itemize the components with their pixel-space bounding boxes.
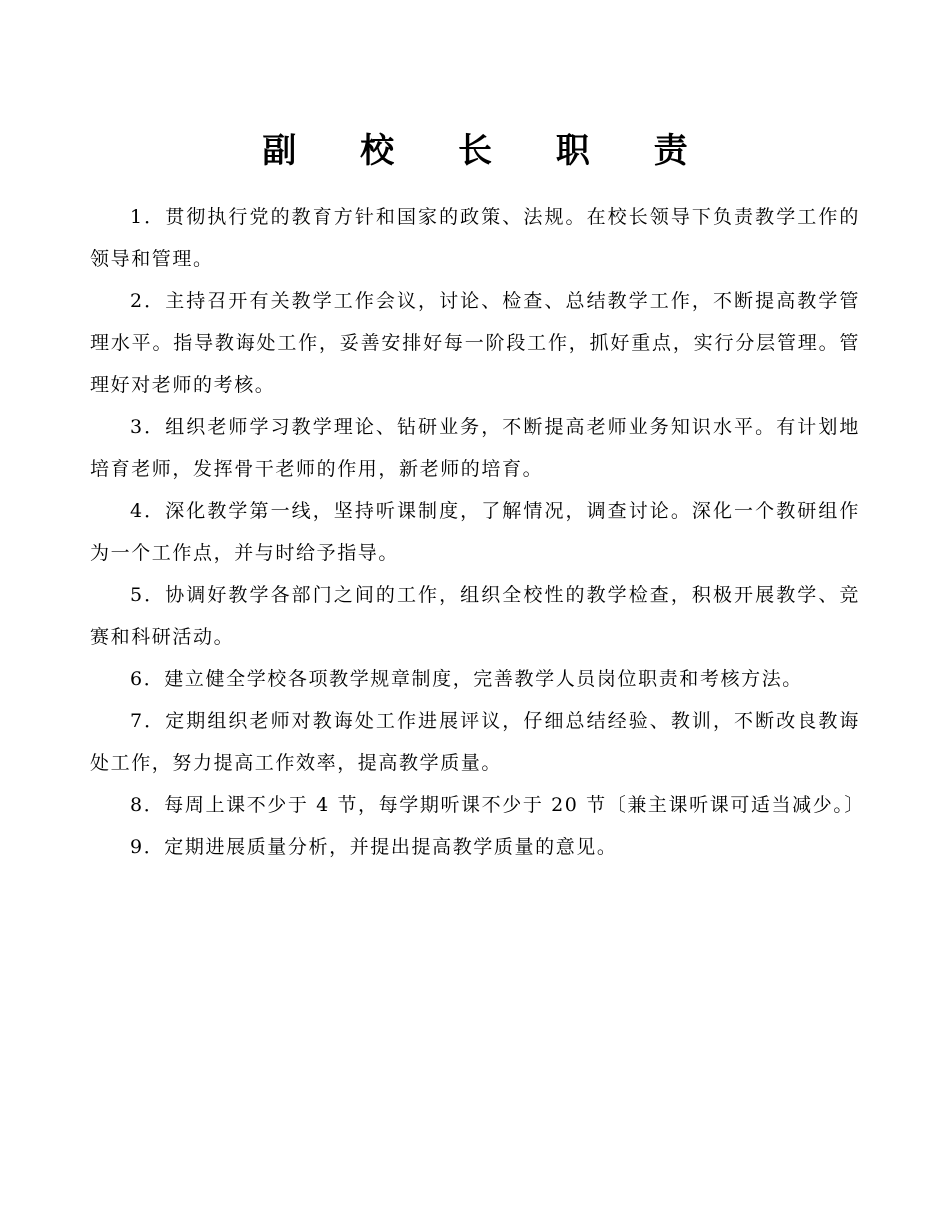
duty-item-8: 8．每周上课不少于 4 节，每学期听课不少于 20 节〔兼主课听课可适当减少。〕 xyxy=(130,794,866,816)
duty-item-4: 4．深化教学第一线，坚持听课制度，了解情况，调查讨论。深化一个教研组作为一个工作点，并与时给予指导。 xyxy=(90,500,860,564)
duty-item-5: 5．协调好教学各部门之间的工作，组织全校性的教学检查，积极开展教学、竞赛和科研活动。 xyxy=(90,584,860,648)
document-title: 副 校 长 职 责 xyxy=(262,131,714,171)
duty-item-9: 9．定期进展质量分析，并提出提高教学质量的意见。 xyxy=(130,836,618,858)
duty-item-7: 7．定期组织老师对教诲处工作进展评议，仔细总结经验、教训，不断改良教诲处工作，努力提高工作效率，提高教学质量。 xyxy=(90,710,860,774)
duty-item-1: 1．贯彻执行党的教育方针和国家的政策、法规。在校长领导下负责教学工作的领导和管理。 xyxy=(90,206,860,270)
duty-item-6: 6．建立健全学校各项教学规章制度，完善教学人员岗位职责和考核方法。 xyxy=(130,668,803,690)
duty-item-2: 2．主持召开有关教学工作会议，讨论、检查、总结教学工作，不断提高教学管理水平。指导教诲处工作，妥善安排好每一阶段工作，抓好重点，实行分层管理。管理好对老师的考核。 xyxy=(90,290,860,396)
duty-item-3: 3．组织老师学习教学理论、钻研业务，不断提高老师业务知识水平。有计划地培育老师，发挥骨干老师的作用，新老师的培育。 xyxy=(90,416,860,480)
